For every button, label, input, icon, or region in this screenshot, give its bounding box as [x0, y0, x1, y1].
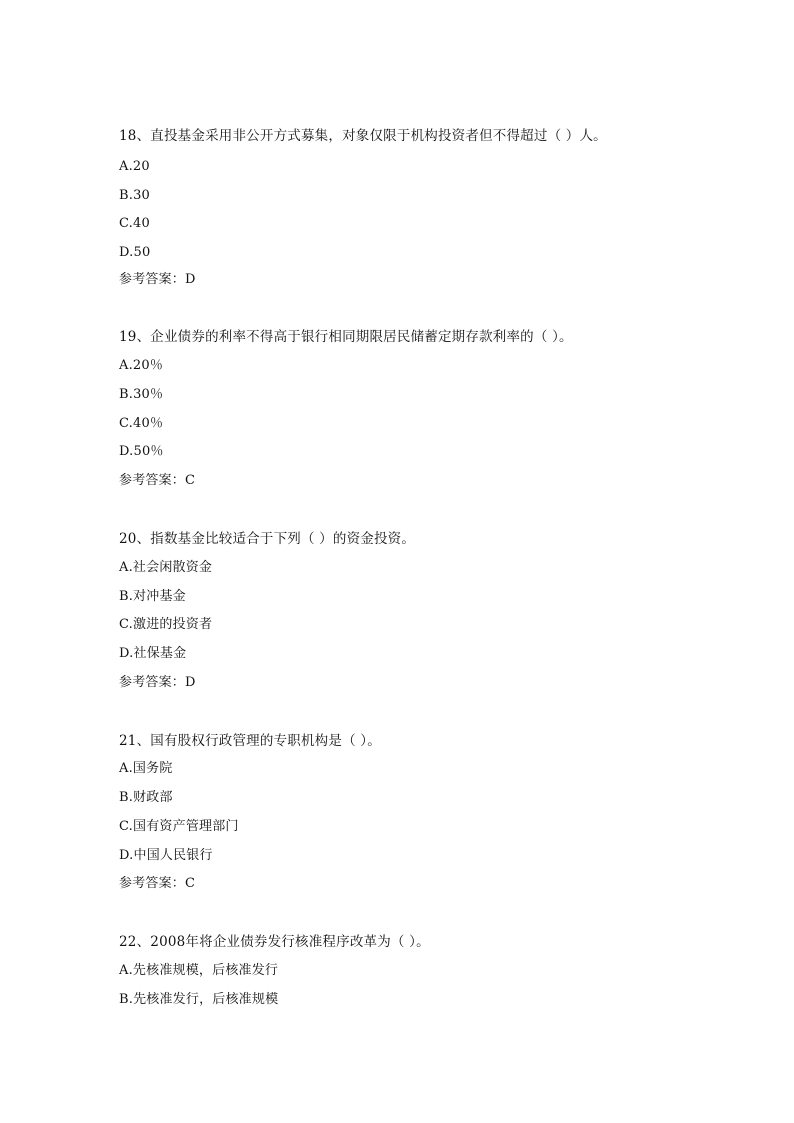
question-18-option-c: C.40 — [119, 216, 150, 231]
question-18-option-b: B.30 — [119, 188, 151, 203]
question-19-option-b: B.30％ — [119, 387, 164, 402]
question-22-option-b: B.先核准发行，后核准规模 — [119, 992, 279, 1007]
question-21-answer: 参考答案：C — [119, 876, 196, 891]
question-21-option-a: A.国务院 — [119, 761, 173, 776]
question-19-option-d: D.50％ — [119, 444, 164, 459]
question-21-option-c: C.国有资产管理部门 — [119, 819, 239, 834]
question-21-option-d: D.中国人民银行 — [119, 848, 213, 863]
question-19-answer: 参考答案：C — [119, 473, 196, 488]
question-19-option-c: C.40％ — [119, 416, 164, 431]
question-21-option-b: B.财政部 — [119, 790, 173, 805]
question-19-stem: 19、企业债券的利率不得高于银行相同期限居民储蓄定期存款利率的（ ）。 — [119, 329, 573, 345]
question-20-option-c: C.激进的投资者 — [119, 617, 213, 632]
question-22-stem: 22、2008年将企业债券发行核准程序改革为（ ）。 — [119, 934, 430, 950]
question-20-answer: 参考答案：D — [119, 675, 196, 690]
question-22-option-a: A.先核准规模，后核准发行 — [119, 963, 279, 978]
question-18-option-d: D.50 — [119, 245, 151, 260]
question-20-stem: 20、指数基金比较适合于下列（ ）的资金投资。 — [119, 531, 416, 547]
question-18-option-a: A.20 — [119, 159, 150, 174]
question-20-option-a: A.社会闲散资金 — [119, 560, 213, 575]
question-19-option-a: A.20％ — [119, 358, 164, 373]
question-18-stem: 18、直投基金采用非公开方式募集，对象仅限于机构投资者但不得超过（ ）人。 — [119, 128, 607, 144]
question-20-option-d: D.社保基金 — [119, 646, 187, 661]
question-21-stem: 21、国有股权行政管理的专职机构是（ ）。 — [119, 733, 381, 749]
question-18-answer: 参考答案：D — [119, 272, 196, 287]
question-20-option-b: B.对冲基金 — [119, 589, 186, 604]
